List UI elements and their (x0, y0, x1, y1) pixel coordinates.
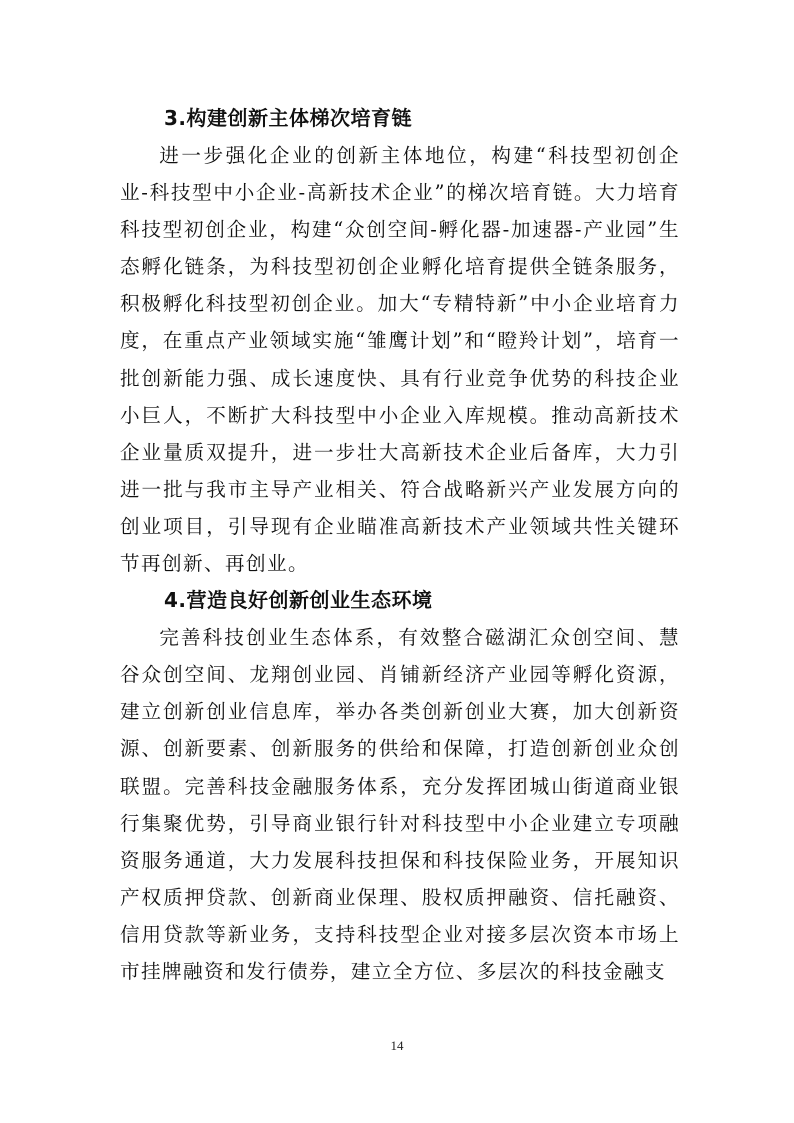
document-body (120, 100, 680, 990)
paragraph-ecosystem: 完善科技创业生态体系，有效整合磁湖汇众创空间、慧谷众创空间、龙翔创业园、肖铺新经济产业园等孵化资源，建立创新创业信息库，举办各类创新创业大赛，加大创新资源、创新要素、创新服务的供给和保障，打造创新创业众创联盟。完善科技金融服务体系，充分发挥团城山街道商业银行集聚优势，引导商业银行针对科技型中小企业建立专项融资服务通道，大力发展科技担保和科技保险业务，开展知识产权质押贷款、创新商业保理、股权质押融资、信托融资、信用贷款等新业务，支持科技型企业对接多层次资本市场上市挂牌融资和发行债券，建立全方位、多层次的科技金融支 (120, 626, 680, 983)
paragraph-innovation-chain: 进一步强化企业的创新主体地位，构建“科技型初创企业-科技型中小企业-高新技术企业”的梯次培育链。大力培育科技型初创企业，构建“众创空间-孵化器-加速器-产业园”生态孵化链条，为科技型初创企业孵化培育提供全链条服务，积极孵化科技型初创企业。加大“专精特新”中小企业培育力度，在重点产业领域实施“雏鹰计划”和“瞪羚计划”，培育一批创新能力强、成长速度快、具有行业竞争优势的科技企业小巨人，不断扩大科技型中小企业入库规模。推动高新技术企业量质双提升，进一步壮大高新技术企业后备库，大力引进一批与我市主导产业相关、符合战略新兴产业发展方向的创业项目，引导现有企业瞄准高新技术产业领域共性关键环节再创新、再创业。 (120, 144, 680, 576)
section-heading-ecosystem: 4.营造良好创新创业生态环境 (164, 588, 433, 613)
page-number: 14 (390, 1038, 404, 1053)
section-heading-innovation-chain: 3.构建创新主体梯次培育链 (164, 106, 413, 130)
